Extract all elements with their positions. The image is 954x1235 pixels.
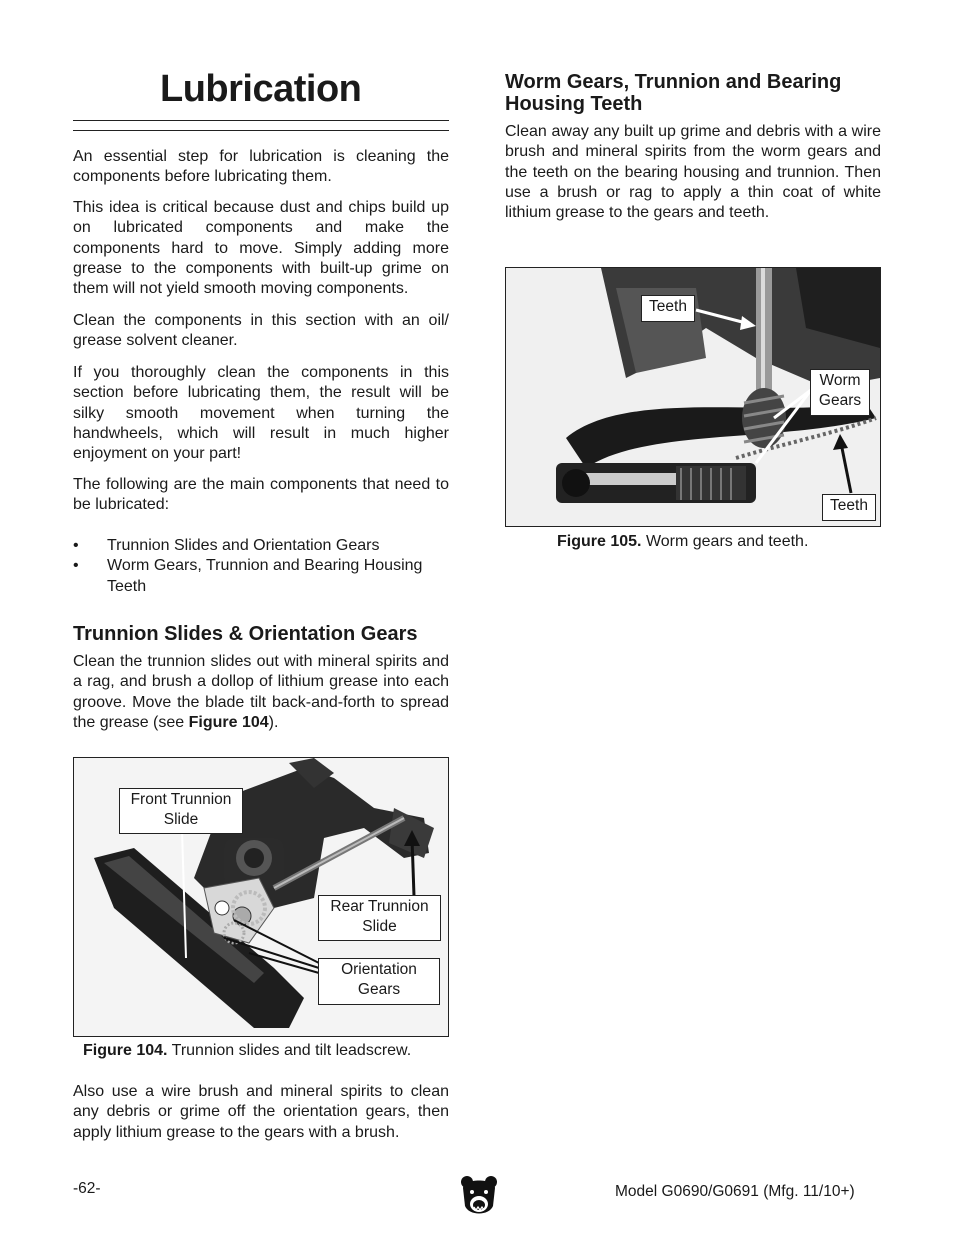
callout-worm-gears: Worm Gears	[810, 369, 870, 416]
intro-paragraph-1: An essential step for lubrication is cleaning the components before lubricating them.	[73, 148, 449, 186]
section-heading-worm-gears: Worm Gears, Trunnion and Bearing Housing Teeth	[505, 71, 842, 115]
worm-gears-paragraph: Clean away any built up grime and debris with a wire brush and mineral spirits from the worm gears and the teeth on the bearing housing and trunnion. Then use a brush or rag to apply a thin coat of white lithium grease to the gears and teeth.	[505, 123, 881, 222]
bear-head-logo-icon	[459, 1174, 499, 1222]
intro-paragraph-5: The following are the main components that need to be lubricated:	[73, 476, 449, 514]
callout-teeth-bottom: Teeth	[822, 494, 876, 521]
section-heading-trunnion: Trunnion Slides & Orientation Gears	[73, 623, 418, 645]
title-rule-bottom	[73, 130, 449, 131]
figure-104-reference: Figure 104	[188, 713, 269, 731]
callout-orientation-gears: Orientation Gears	[318, 958, 440, 1005]
callout-rear-trunnion-slide: Rear Trunnion Slide	[318, 895, 441, 941]
intro-paragraph-3: Clean the components in this section with an oil/ grease solvent cleaner.	[73, 312, 449, 350]
closing-paragraph: Also use a wire brush and mineral spirits to clean any debris or grime off the orientation gears, then apply lithium grease to the gears with a brush.	[73, 1083, 449, 1141]
page-title: Lubrication	[160, 68, 362, 110]
callout-teeth-top: Teeth	[641, 295, 695, 322]
component-list	[73, 536, 449, 597]
figure-104-caption: Figure 104. Trunnion slides and tilt leadscrew.	[83, 1042, 412, 1059]
list-item: • Worm Gears, Trunnion and Bearing Housing Teeth	[73, 556, 449, 597]
page-number: -62-	[73, 1180, 101, 1197]
callout-front-trunnion-slide: Front Trunnion Slide	[119, 788, 243, 834]
trunnion-paragraph: Clean the trunnion slides out with mineral spirits and a rag, and brush a dollop of lithium grease into each groove. Move the blade tilt back-and-forth to spread the grease (see Figure 104).	[73, 653, 449, 731]
figure-104-image	[73, 757, 449, 1037]
figure-105-image	[505, 267, 881, 527]
intro-paragraph-2: This idea is critical because dust and chips build up on lubricated components and make the components hard to move. Simply adding more grease to the components with built-up grime on them will not yield smooth moving components.	[73, 199, 449, 298]
intro-paragraph-4: If you thoroughly clean the components in this section before lubricating them, the result will be silky smooth movement when turning the handwheels, which will result in much higher enjoyment on your part!	[73, 364, 449, 463]
figure-105-caption: Figure 105. Worm gears and teeth.	[557, 533, 809, 550]
title-rule-top	[73, 120, 449, 121]
list-item: • Trunnion Slides and Orientation Gears	[73, 536, 449, 556]
model-label: Model G0690/G0691 (Mfg. 11/10+)	[615, 1183, 855, 1200]
